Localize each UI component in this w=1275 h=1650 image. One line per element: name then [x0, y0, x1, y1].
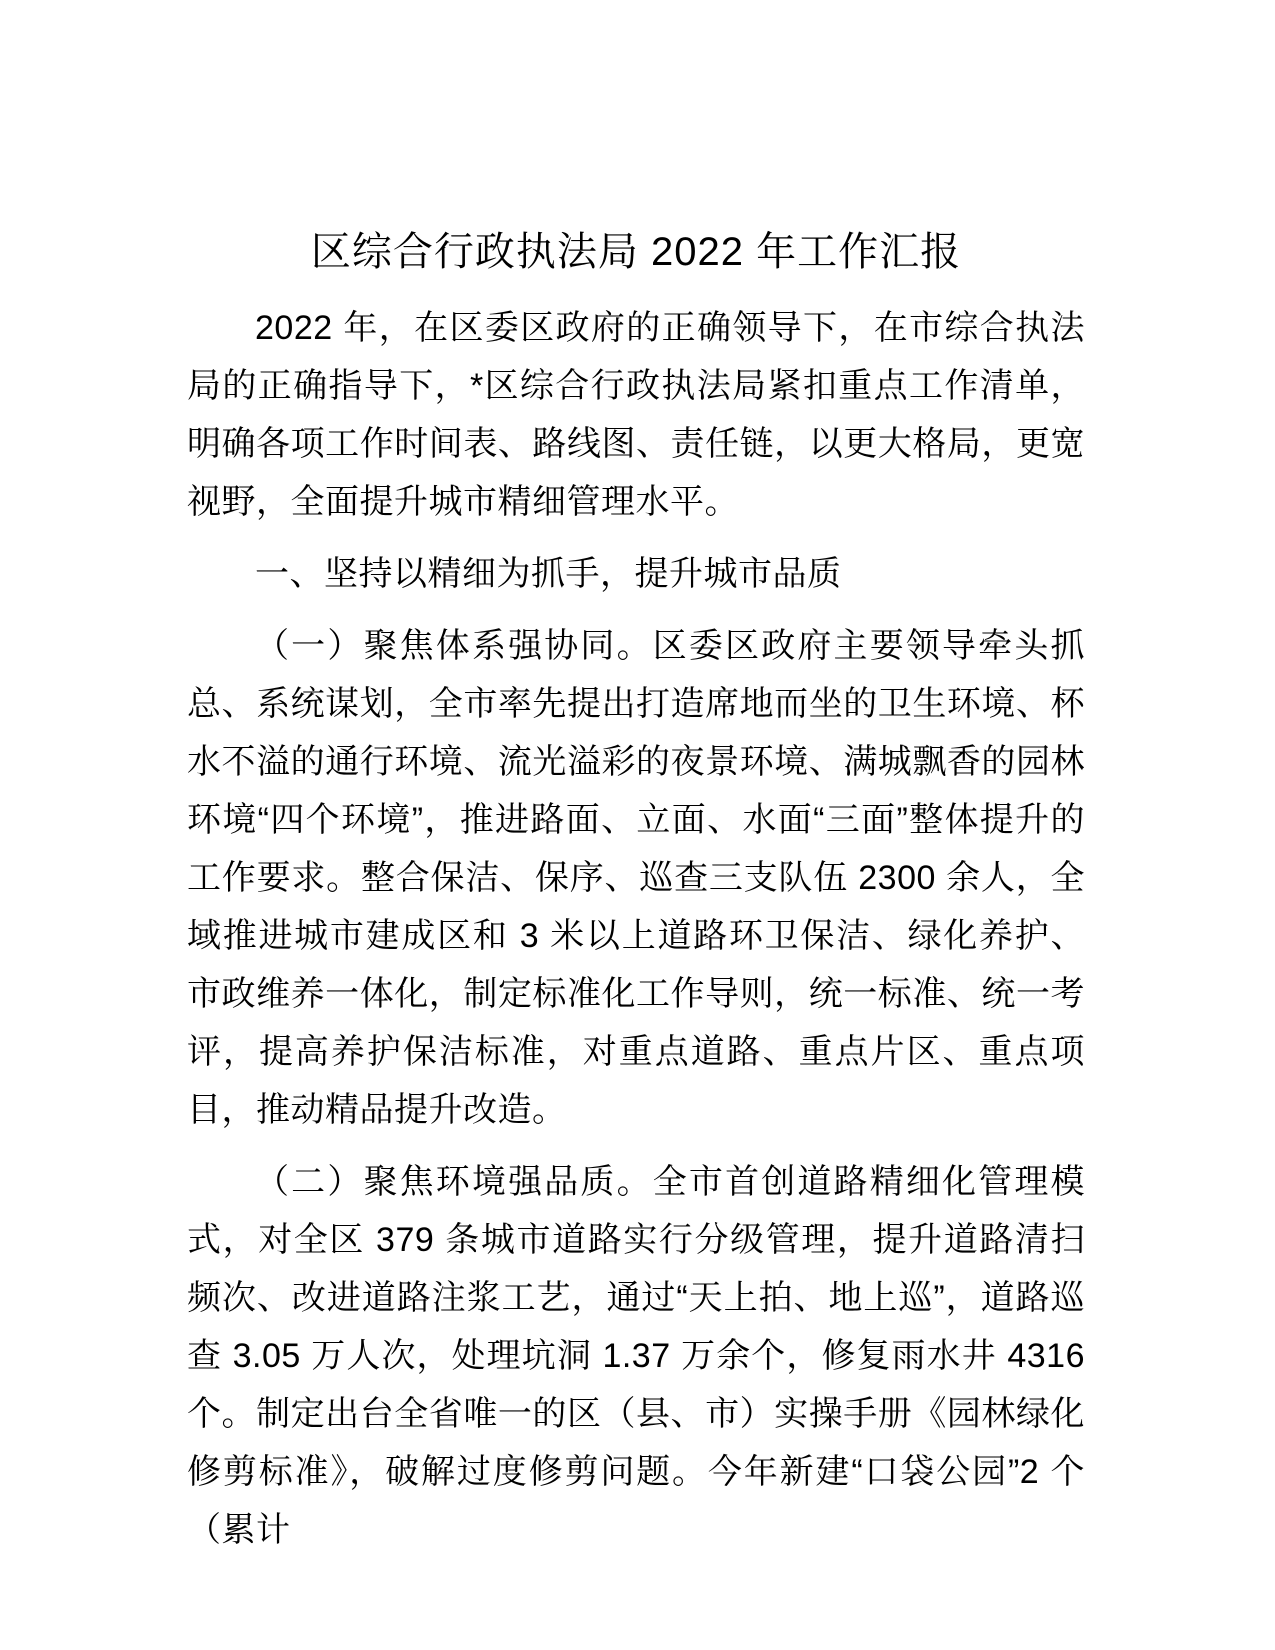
paragraph-section-1-item-1: （一）聚焦体系强协同。区委区政府主要领导牵头抓总、系统谋划，全市率先提出打造席地而坐的卫生环境、杯水不溢的通行环境、流光溢彩的夜景环境、满城飘香的园林环境“四个环境”，推进路面、立面、水面“三面”整体提升的工作要求。整合保洁、保序、巡查三支队伍 2300 余人，全域推进城市建成区和 3 米以上道路环卫保洁、绿化养护、市政维养一体化，制定标准化工作导则，统一标准、统一考评，提高养护保洁标准，对重点道路、重点片区、重点项目，推动精品提升改造。 — [187, 627, 1085, 1129]
section-heading-1: 一、坚持以精细为抓手，提升城市品质 — [255, 555, 842, 593]
paragraph-intro: 2022 年，在区委区政府的正确领导下，在市综合执法局的正确指导下，*区综合行政执法局紧扣重点工作清单，明确各项工作时间表、路线图、责任链，以更大格局，更宽视野，全面提升城市精细管理水平。 — [187, 309, 1085, 521]
paragraph-section-1-item-2: （二）聚焦环境强品质。全市首创道路精细化管理模式，对全区 379 条城市道路实行分级管理，提升道路清扫频次、改进道路注浆工艺，通过“天上拍、地上巡”，道路巡查 3.05 万人次，处理坑洞 1.37 万余个，修复雨水井 4316 个。制定出台全省唯一的区（县、市）实操手册《园林绿化修剪标准》，破解过度修剪问题。今年新建“口袋公园”2 个（累计 — [187, 1163, 1085, 1549]
document-title: 区综合行政执法局 2022 年工作汇报 — [310, 230, 962, 274]
